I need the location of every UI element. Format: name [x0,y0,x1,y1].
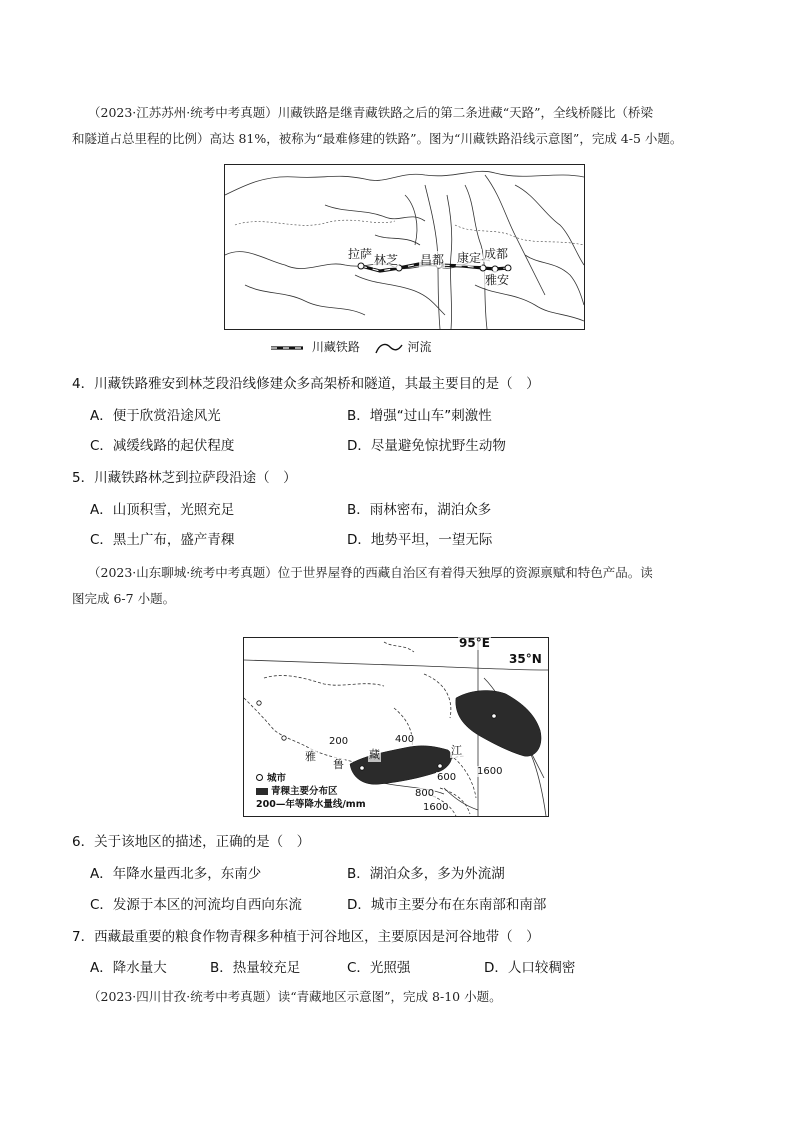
question-5-stem: 5．川藏铁路林芝到拉萨段沿途（ ） [72,470,297,486]
legend-barley-label: 青稞主要分布区 [271,786,338,797]
legend-precip: 200—年等降水量线/mm [256,799,366,810]
river-legend-icon [374,341,404,355]
question-5-option-a[interactable]: A．山顶积雪，光照充足 [90,502,235,518]
intro-paragraph-4-5 [72,100,728,152]
railway-legend-icon [270,343,304,353]
legend-barley [256,785,366,798]
isoline-label: 400 [395,734,415,745]
city-dot [492,714,496,718]
question-6-option-a[interactable]: A．年降水量西北多，东南少 [90,866,262,882]
question-7-option-b[interactable]: B．热量较充足 [210,960,301,976]
question-4-option-a[interactable]: A．便于欣赏沿途风光 [90,408,221,424]
latitude-label: 35°N [509,652,542,666]
city-label-kangding: 康定 [457,251,482,265]
intro-paragraph-8-10 [88,984,728,1010]
city-dot [282,736,286,740]
city-dot [360,766,364,770]
isoline-label: 200 [329,736,349,747]
question-4-option-b[interactable]: B．增强“过山车”刺激性 [347,408,492,424]
isoline-label: 1600 [477,766,503,777]
tibet-barley-map [243,637,549,817]
city-label-yaan: 雅安 [485,273,510,287]
longitude-label: 95°E [459,636,490,650]
barley-legend-icon [256,788,268,795]
river-name-char: 鲁 [333,758,344,771]
intro-line: 图完成 6-7 小题。 [72,591,176,606]
question-7-option-c[interactable]: C．光照强 [347,960,411,976]
isoline-label: 1600 [423,802,449,813]
river-name-char: 江 [451,744,462,757]
city-dot [257,701,261,705]
question-4-option-c[interactable]: C．减缓线路的起伏程度 [90,438,235,454]
city-dot-lhasa [358,263,364,269]
intro-line: （2023·江苏苏州·统考中考真题）川藏铁路是继青藏铁路之后的第二条进藏“天路”，全线桥隧比（桥梁 [88,105,654,120]
map-drawing [225,165,584,329]
intro-paragraph-6-7 [72,560,728,612]
city-label-lhasa: 拉萨 [348,247,373,261]
river-name-char: 雅 [305,750,316,763]
city-label-chengdu: 成都 [484,247,509,261]
question-7-option-a[interactable]: A．降水量大 [90,960,167,976]
question-4-option-d[interactable]: D．尽量避免惊扰野生动物 [347,438,506,454]
question-6-option-c[interactable]: C．发源于本区的河流均自西向东流 [90,897,302,913]
legend-river-label: 河流 [407,340,432,354]
intro-line: （2023·四川甘孜·统考中考真题）读“青藏地区示意图”，完成 8-10 小题。 [88,989,502,1004]
legend-city-label: 城市 [267,773,287,784]
isoline-label: 600 [437,772,457,783]
intro-line: （2023·山东聊城·统考中考真题）位于世界屋脊的西藏自治区有着得天独厚的资源禀赋和特色产品。读 [88,565,653,580]
question-6-option-d[interactable]: D．城市主要分布在东南部和南部 [347,897,547,913]
question-4-stem: 4．川藏铁路雅安到林芝段沿线修建众多高架桥和隧道，其最主要目的是（ ） [72,376,540,392]
isoline-label: 800 [415,788,435,799]
barley-distribution-areas [350,691,541,785]
river-name-char: 藏 [369,748,380,761]
legend-city [256,772,366,785]
intro-line: 和隧道占总里程的比例）高达 81%，被称为“最难修建的铁路”。图为“川藏铁路沿线示意图”，完成 4-5 小题。 [72,131,683,146]
sichuan-tibet-railway-map [224,164,585,330]
question-7-stem: 7．西藏最重要的粮食作物青稞多种植于河谷地区，主要原因是河谷地带（ ） [72,929,540,945]
question-6-stem: 6．关于该地区的描述，正确的是（ ） [72,834,311,850]
map1-legend [270,338,432,355]
city-dot [438,764,442,768]
city-label-nyingchi: 林芝 [374,253,399,267]
question-5-option-d[interactable]: D．地势平坦，一望无际 [347,532,493,548]
question-5-option-c[interactable]: C．黑土广布，盛产青稞 [90,532,235,548]
map2-legend [256,772,366,811]
question-7-option-d[interactable]: D．人口较稠密 [484,960,576,976]
question-5-option-b[interactable]: B．雨林密布，湖泊众多 [347,502,492,518]
city-label-qamdo: 昌都 [420,253,445,267]
question-6-option-b[interactable]: B．湖泊众多，多为外流湖 [347,866,505,882]
city-legend-icon [256,774,263,781]
legend-railway-label: 川藏铁路 [311,340,360,354]
